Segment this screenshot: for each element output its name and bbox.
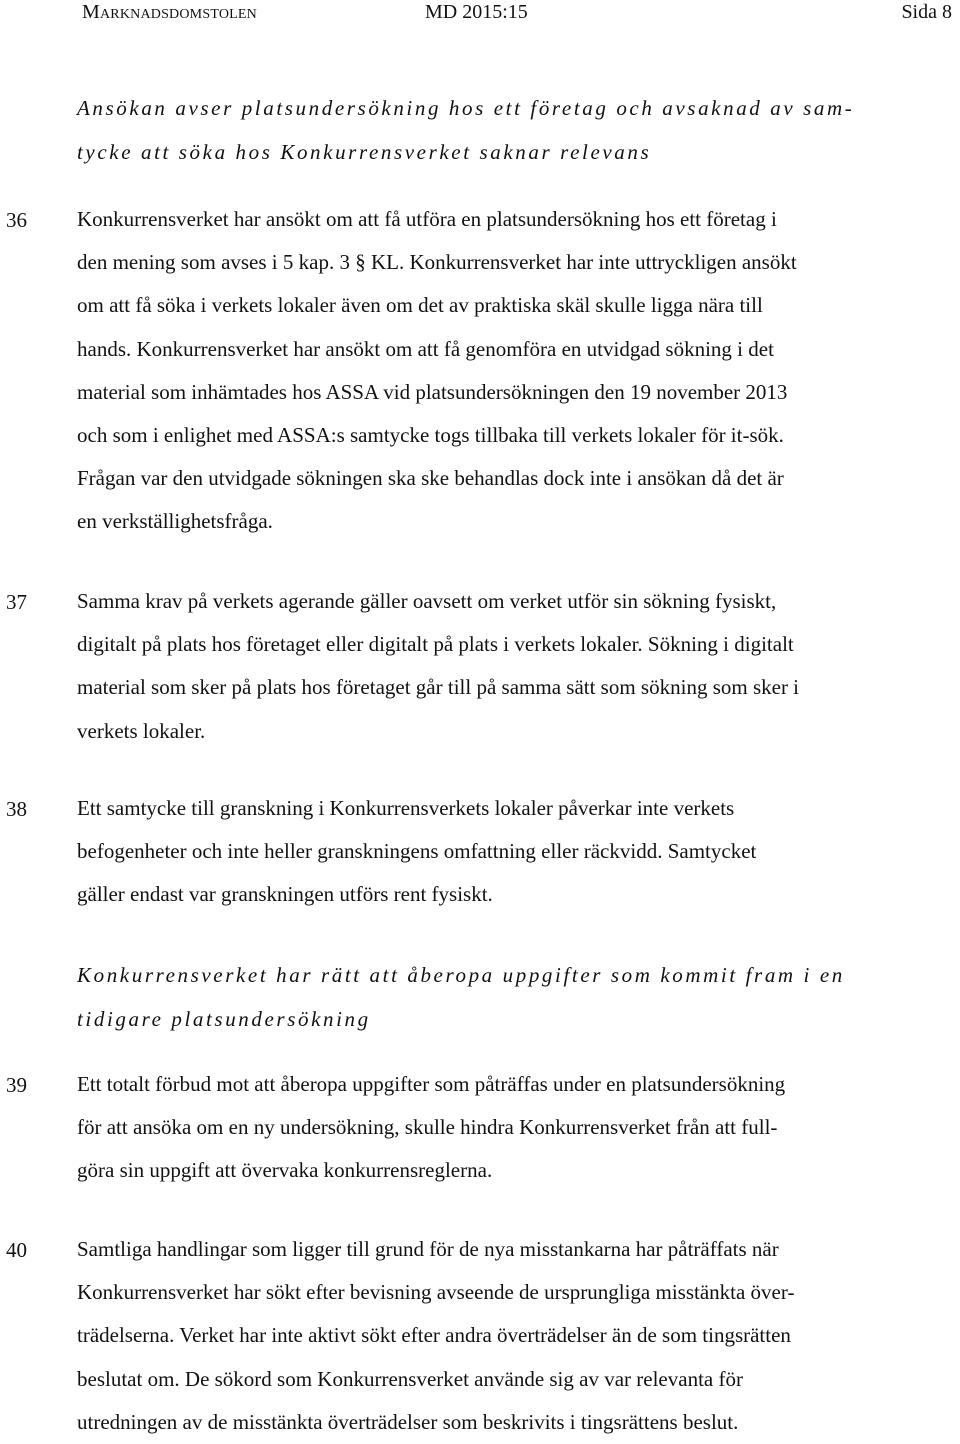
text-line: Konkurrensverket har ansökt om att få utföra en platsundersökning hos ett företag i <box>77 207 777 231</box>
paragraph-text <box>77 1228 937 1444</box>
paragraph-number: 36 <box>6 208 27 232</box>
text-line: gäller endast var granskningen utförs rent fysiskt. <box>77 882 493 907</box>
heading-line: Ansökan avser platsundersökning hos ett företag och avsaknad av sam- <box>77 96 855 120</box>
text-line: verkets lokaler. <box>77 718 206 743</box>
paragraph-text <box>77 1063 937 1193</box>
text-line: material som sker på plats hos företaget går till på samma sätt som sökning som sker i <box>77 675 800 700</box>
text-line: material som inhämtades hos ASSA vid platsundersökningen den 19 november 2013 <box>77 379 788 404</box>
paragraph-number: 40 <box>6 1238 27 1262</box>
text-line: för att ansöka om en ny undersökning, skulle hindra Konkurrensverket från att full- <box>77 1115 778 1140</box>
section-heading-2 <box>77 953 907 1041</box>
text-line: utredningen av de misstänkta överträdelser som beskrivits i tingsrättens beslut. <box>77 1409 739 1434</box>
heading-line: tycke att söka hos Konkurrensverket saknar relevans <box>77 140 652 164</box>
paragraph-text <box>77 198 937 544</box>
text-line: hands. Konkurrensverket har ansökt om att få genomföra en utvidgad sökning i det <box>77 336 774 361</box>
paragraph-text <box>77 580 937 753</box>
text-line: Ett samtycke till granskning i Konkurrensverkets lokaler påverkar inte verkets <box>77 796 735 820</box>
text-line: befogenheter och inte heller granskningens omfattning eller räckvidd. Samtycket <box>77 839 757 864</box>
text-line: Ett totalt förbud mot att åberopa uppgifter som påträffas under en platsundersökning <box>77 1072 786 1096</box>
text-line: Konkurrensverket har sökt efter bevisning avseende de ursprungliga misstänkta över- <box>77 1280 795 1305</box>
paragraph-number: 37 <box>6 590 27 614</box>
paragraph-number: 39 <box>6 1073 27 1097</box>
text-line: beslutat om. De sökord som Konkurrensverket använde sig av var relevanta för <box>77 1366 743 1391</box>
text-line: trädelserna. Verket har inte aktivt sökt efter andra överträdelser än de som tingsrätten <box>77 1323 791 1348</box>
text-line: om att få söka i verkets lokaler även om det av praktiska skäl skulle ligga nära till <box>77 293 763 318</box>
page-number: Sida 8 <box>901 1 952 23</box>
text-line: Samtliga handlingar som ligger till grund för de nya misstankarna har påträffats när <box>77 1237 779 1261</box>
heading-line: Konkurrensverket har rätt att åberopa uppgifter som kommit fram i en <box>77 963 845 987</box>
text-line: Frågan var den utvidgade sökningen ska ske behandlas dock inte i ansökan då det är <box>77 466 784 491</box>
case-number: MD 2015:15 <box>425 1 528 23</box>
paragraph-text <box>77 787 937 917</box>
section-heading-1 <box>77 86 907 174</box>
text-line: den mening som avses i 5 kap. 3 § KL. Konkurrensverket har inte uttryckligen ansökt <box>77 250 797 275</box>
text-line: och som i enlighet med ASSA:s samtycke togs tillbaka till verkets lokaler för it-sök. <box>77 423 784 448</box>
text-line: digitalt på plats hos företaget eller digitalt på plats i verkets lokaler. Sökning i digitalt <box>77 632 794 657</box>
text-line: Samma krav på verkets agerande gäller oavsett om verket utför sin sökning fysiskt, <box>77 589 777 613</box>
paragraph-number: 38 <box>6 797 27 821</box>
court-name: Marknadsdomstolen <box>82 1 257 23</box>
page-header <box>0 0 960 26</box>
text-line: göra sin uppgift att övervaka konkurrensreglerna. <box>77 1158 493 1183</box>
text-line: en verkställighetsfråga. <box>77 509 273 534</box>
heading-line: tidigare platsundersökning <box>77 1007 371 1031</box>
